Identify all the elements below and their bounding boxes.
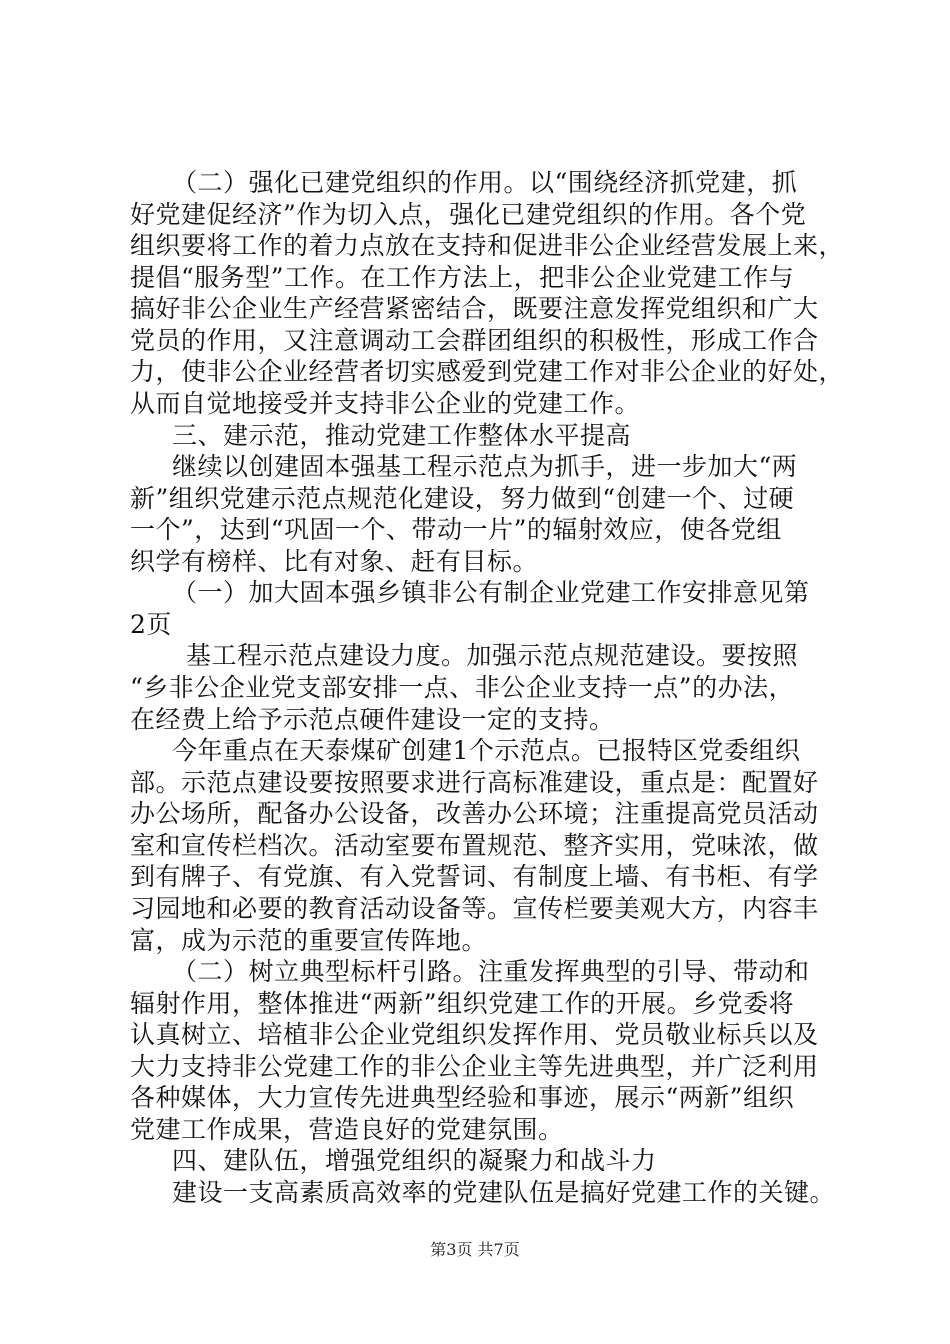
section-heading: 三、建示范，推动党建工作整体水平提高 [172, 421, 632, 450]
body-line: 继续以创建固本强基工程示范点为抓手，进一步加大“两 [172, 452, 798, 481]
body-line: 搞好非公企业生产经营紧密结合，既要注意发挥党组织和广大 [130, 294, 819, 323]
body-line: 党员的作用，又注意调动工会群团组织的积极性，形成工作合 [130, 326, 819, 355]
body-line: 提倡“服务型”工作。在工作方法上，把非公企业党建工作与 [130, 263, 795, 292]
body-line: 建设一支高素质高效率的党建队伍是搞好党建工作的关键。 [172, 1178, 836, 1207]
body-line: 今年重点在天泰煤矿创建1个示范点。已报特区党委组织 [172, 736, 801, 765]
body-line: 富，成为示范的重要宣传阵地。 [130, 926, 488, 955]
page-marker: 2页 [130, 610, 172, 639]
body-line: 认真树立、培植非公企业党组织发挥作用、党员敬业标兵以及 [130, 1020, 819, 1049]
body-line: 组织要将工作的着力点放在支持和促进非公企业经营发展上来， [130, 231, 845, 260]
body-line: 一个”，达到“巩固一个、带动一片”的辐射效应，使各党组 [130, 515, 782, 544]
section-heading: 四、建队伍，增强党组织的凝聚力和战斗力 [172, 1146, 657, 1175]
body-line: 室和宣传栏档次。活动室要布置规范、整齐实用，党味浓，做 [130, 831, 819, 860]
body-line: 习园地和必要的教育活动设备等。宣传栏要美观大方，内容丰 [130, 894, 819, 923]
body-line: 办公场所，配备办公设备，改善办公环境；注重提高党员活动 [130, 799, 819, 828]
body-line: （一）加大固本强乡镇非公有制企业党建工作安排意见第 [172, 578, 810, 607]
body-line: 部。示范点建设要按照要求进行高标准建设，重点是：配置好 [130, 768, 819, 797]
body-line: 好党建促经济”作为切入点，强化已建党组织的作用。各个党 [130, 200, 807, 229]
body-line: 党建工作成果，营造良好的党建氛围。 [130, 1115, 564, 1144]
body-line: 在经费上给予示范点硬件建设一定的支持。 [130, 705, 615, 734]
page-footer: 第3页 共7页 [430, 1240, 520, 1259]
body-line: “乡非公企业党支部安排一点、非公企业支持一点”的办法， [130, 673, 795, 702]
body-line: 力，使非公企业经营者切实感爱到党建工作对非公企业的好处， [130, 357, 845, 386]
body-line: （二）树立典型标杆引路。注重发挥典型的引导、带动和 [172, 957, 810, 986]
body-line: 从而自觉地接受并支持非公企业的党建工作。 [130, 389, 641, 418]
body-line: 基工程示范点建设力度。加强示范点规范建设。要按照 [186, 641, 799, 670]
body-line: （二）强化已建党组织的作用。以“围绕经济抓党建，抓 [172, 168, 798, 197]
body-line: 到有牌子、有党旗、有入党誓词、有制度上墙、有书柜、有学 [130, 862, 819, 891]
body-line: 辐射作用，整体推进“两新”组织党建工作的开展。乡党委将 [130, 989, 795, 1018]
body-line: 各种媒体，大力宣传先进典型经验和事迹，展示“两新”组织 [130, 1083, 795, 1112]
body-line: 织学有榜样、比有对象、赶有目标。 [130, 547, 539, 576]
body-line: 大力支持非公党建工作的非公企业主等先进典型，并广泛利用 [130, 1052, 819, 1081]
body-line: 新”组织党建示范点规范化建设，努力做到“创建一个、过硬 [130, 484, 795, 513]
